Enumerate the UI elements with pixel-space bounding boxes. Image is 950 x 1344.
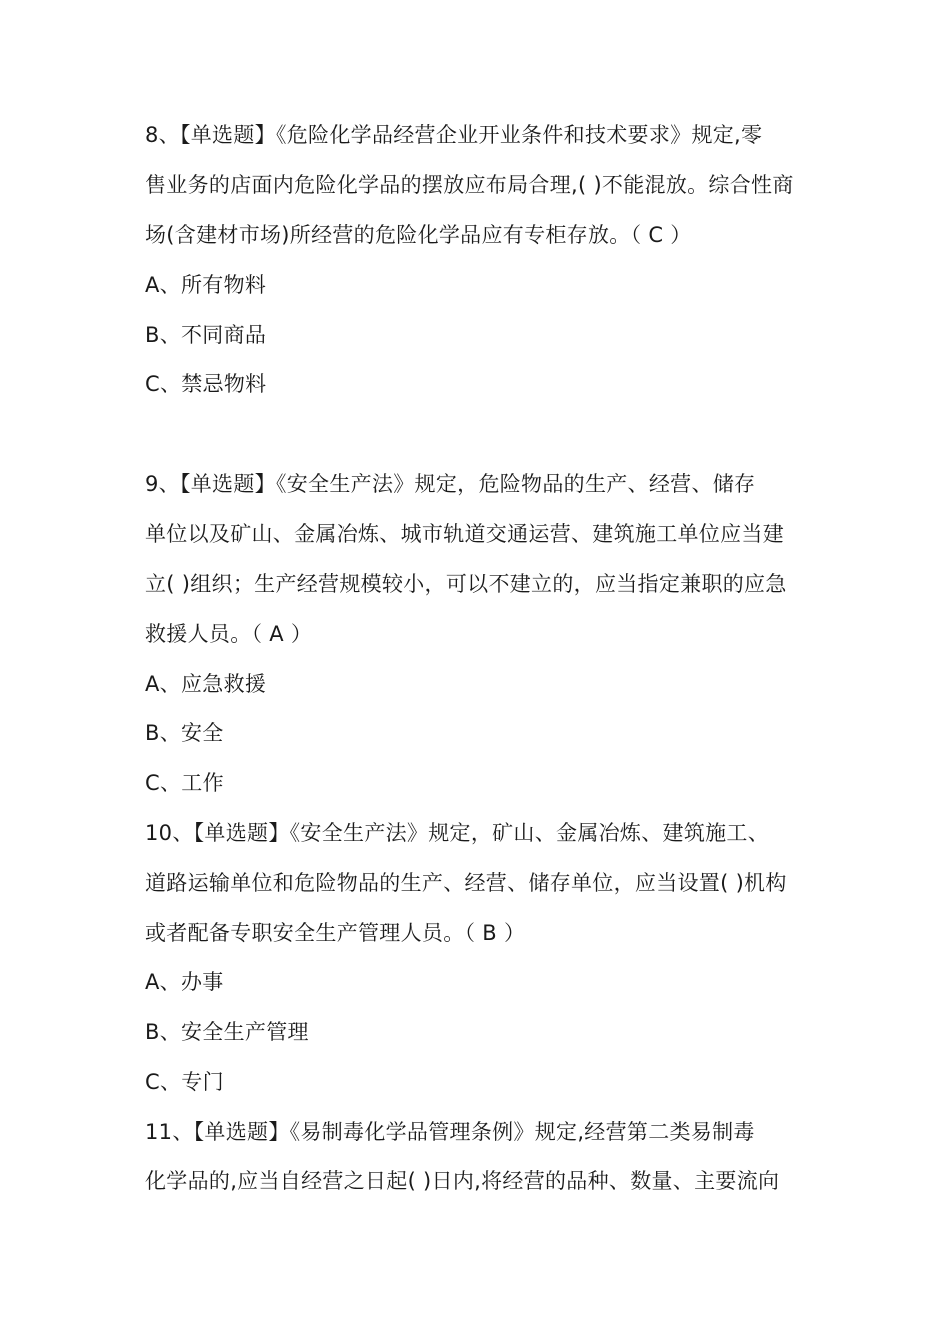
question-11-line-1: 11、【单选题】《易制毒化学品管理条例》规定,经营第二类易制毒 xyxy=(145,1120,755,1144)
question-8-line-1: 8、【单选题】《危险化学品经营企业开业条件和技术要求》规定,零 xyxy=(145,123,763,147)
question-10-option-a: A、办事 xyxy=(145,970,224,994)
question-8-option-a: A、所有物料 xyxy=(145,273,267,297)
question-10-option-c: C、专门 xyxy=(145,1070,224,1094)
question-9-option-a: A、应急救援 xyxy=(145,672,267,696)
question-9-line-1: 9、【单选题】《安全生产法》规定，危险物品的生产、经营、储存 xyxy=(145,472,756,496)
question-10-line-3: 或者配备专职安全生产管理人员。（ B ） xyxy=(145,921,526,945)
question-9-option-b: B、安全 xyxy=(145,721,224,745)
question-9-line-2: 单位以及矿山、金属冶炼、城市轨道交通运营、建筑施工单位应当建 xyxy=(145,522,784,546)
question-8-option-b: B、不同商品 xyxy=(145,323,267,347)
question-10-line-1: 10、【单选题】《安全生产法》规定，矿山、金属冶炼、建筑施工、 xyxy=(145,821,770,845)
question-10-line-2: 道路运输单位和危险物品的生产、经营、储存单位，应当设置( )机构 xyxy=(145,871,787,895)
question-9-line-3: 立( )组织；生产经营规模较小，可以不建立的，应当指定兼职的应急 xyxy=(145,572,787,596)
question-9-line-4: 救援人员。（ A ） xyxy=(145,622,313,646)
question-10-option-b: B、安全生产管理 xyxy=(145,1020,309,1044)
question-8-line-3: 场(含建材市场)所经营的危险化学品应有专柜存放。（ C ） xyxy=(145,223,692,247)
question-8-option-c: C、禁忌物料 xyxy=(145,372,267,396)
question-9-option-c: C、工作 xyxy=(145,771,224,795)
question-11-line-2: 化学品的,应当自经营之日起( )日内,将经营的品种、数量、主要流向 xyxy=(145,1169,780,1193)
question-8-line-2: 售业务的店面内危险化学品的摆放应布局合理,( )不能混放。综合性商 xyxy=(145,173,794,197)
